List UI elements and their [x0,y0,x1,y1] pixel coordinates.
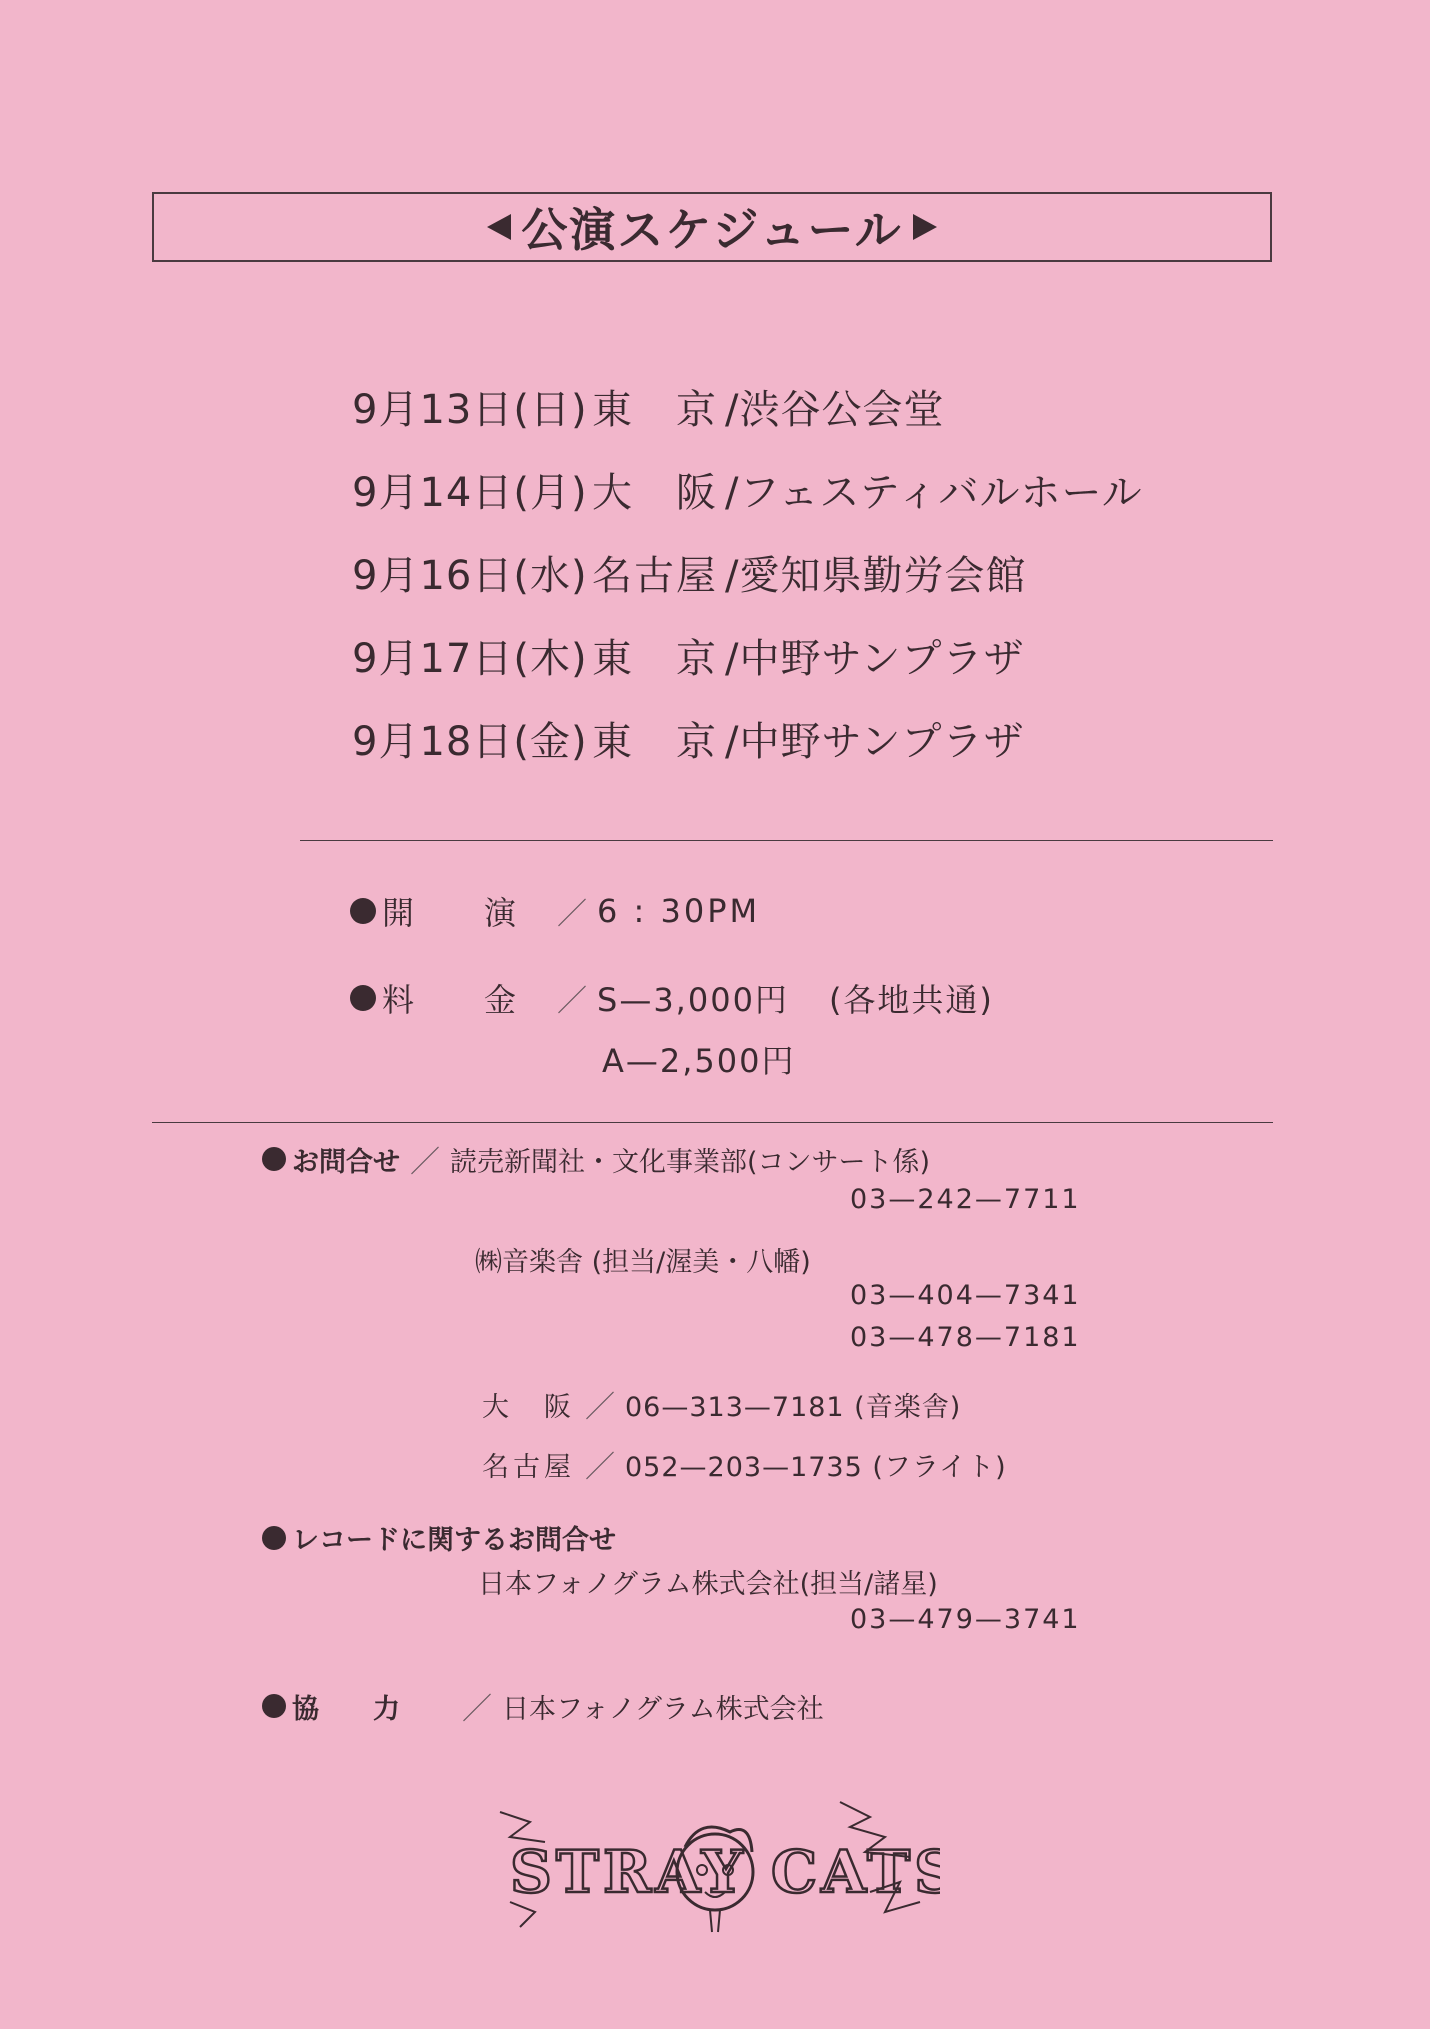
start-label: 開 演 [382,894,519,932]
price-s: S—3,000円 [597,981,789,1019]
price: 料 金 ／ S—3,000円 (各地共通) [350,975,994,1021]
title-box [152,192,1272,262]
schedule-list [352,365,1143,780]
schedule-city: 東 京 [592,387,718,433]
schedule-row [352,614,1143,697]
stray-cats-logo-icon [490,1792,940,1942]
schedule-city: 東 京 [592,636,718,682]
schedule-city: 名古屋 [592,553,718,599]
svg-text:STRAY CATS: STRAY CATS [510,1838,940,1906]
inquiry-row: お問合せ ／ 読売新聞社・文化事業部(コンサート係) [262,1137,930,1181]
bullet-icon [262,1526,286,1550]
support-value: 日本フォノグラム株式会社 [502,1693,824,1725]
schedule-date: 9月14日(月) [352,470,588,516]
page-title: 公演スケジュール [521,203,903,257]
price-label: 料 金 [382,981,519,1019]
schedule-venue: /中野サンプラザ [725,636,1025,682]
schedule-venue: /愛知県勤労会館 [725,553,1027,599]
inquiry-org1: 読売新聞社・文化事業部(コンサート係) [450,1146,931,1178]
bullet-icon [262,1147,286,1171]
schedule-date: 9月18日(金) [352,719,588,765]
schedule-city: 東 京 [592,719,718,765]
price-a: A—2,500円 [602,1042,796,1080]
inquiry-tel2: 03—404—7341 [850,1280,1081,1311]
inquiry-label: お問合せ [292,1146,400,1178]
schedule-venue: /フェスティバルホール [725,470,1143,516]
schedule-row [352,448,1143,531]
record-tel: 03—479—3741 [850,1604,1081,1635]
inquiry-tel1: 03—242—7711 [850,1184,1081,1215]
schedule-row [352,531,1143,614]
divider [152,1122,1273,1123]
support-label: 協 力 [292,1693,400,1725]
triangle-right-icon [913,214,937,240]
schedule-venue: /中野サンプラザ [725,719,1025,765]
stray-cats-logo [490,1792,940,1946]
schedule-row [352,365,1143,448]
inquiry-nagoya: 名古屋 ／ 052—203—1735 (フライト) [482,1450,1007,1485]
bullet-icon [350,898,376,924]
record-org: 日本フォノグラム株式会社(担当/諸星) [478,1569,938,1600]
schedule-date: 9月13日(日) [352,387,588,433]
support-row: 協 力 ／ 日本フォノグラム株式会社 [262,1684,824,1728]
schedule-row [352,697,1143,780]
schedule-venue: /渋谷公会堂 [725,387,945,433]
record-row [262,1518,616,1557]
triangle-left-icon [487,214,511,240]
inquiry-tel3: 03—478—7181 [850,1322,1081,1353]
start-time: 開 演 ／ 6 : 30PM [350,888,760,934]
bullet-icon [350,985,376,1011]
price-common: (各地共通) [828,981,994,1019]
record-label: レコードに関するお問合せ [292,1525,616,1556]
schedule-date: 9月17日(木) [352,636,588,682]
divider [300,840,1273,841]
inquiry-org2: ㈱音楽舎 (担当/渥美・八幡) [475,1247,811,1278]
schedule-date: 9月16日(水) [352,553,588,599]
schedule-city: 大 阪 [592,470,718,516]
start-value: 6 : 30PM [597,892,761,930]
bullet-icon [262,1694,286,1718]
inquiry-osaka: 大 阪 ／ 06—313—7181 (音楽舎) [482,1390,962,1425]
